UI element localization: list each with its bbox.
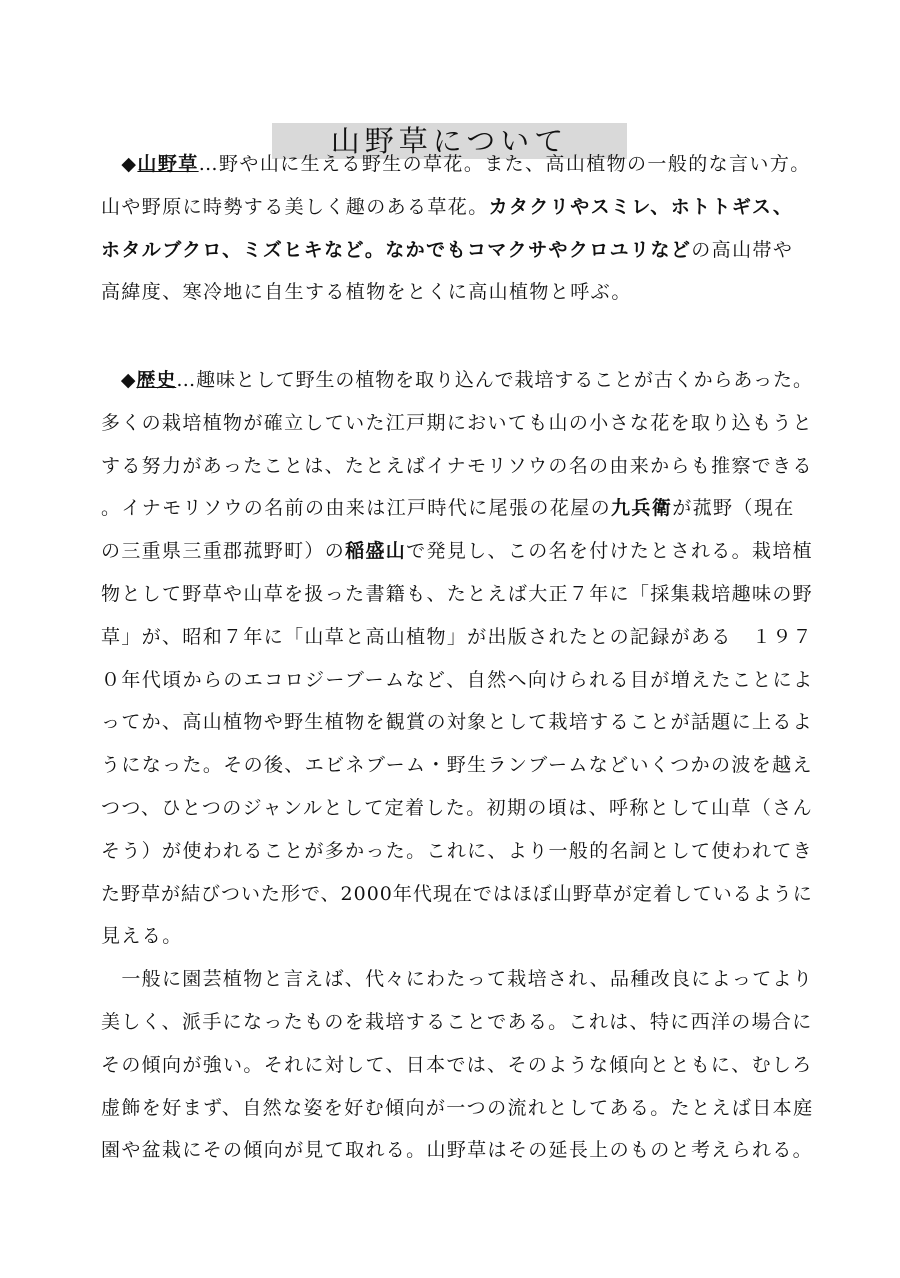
text-run: が菰野（現在 [672,497,795,520]
text-line [101,660,814,700]
text-run: の高山帯や [691,238,794,261]
text-run: 物として野草や山草を扱った書籍も、たとえば大正７年に「採集栽培趣味の野 [101,583,814,605]
text-line [101,360,811,400]
text-line [101,272,811,312]
text-line [101,745,811,785]
text-line [101,959,814,999]
text-run: そう）が使われることが多かった。これに、より一般的名詞として使われてき [101,839,814,862]
text-run: 多くの栽培植物が確立していた江戸期においても山の小さな花を取り込もうと [101,411,814,434]
text-line [101,187,811,227]
text-line [101,788,814,828]
text-line [101,1088,814,1128]
text-run: つつ、ひとつのジャンルとして定着した。初期の頃は、呼称として山草（さん [101,797,814,819]
text-line [101,1002,811,1042]
text-run: ◆ [101,153,138,175]
text-run: た野草が結びついた形で、2000年代現在ではほぼ山野草が定着しているように [101,882,813,905]
text-run: 草」が、昭和７年に「山草と高山植物」が出版されたとの記録がある １９７ [101,625,814,648]
text-line [101,1130,814,1170]
text-run: ０年代頃からのエコロジーブームなど、自然へ向けられる目が増えたことによ [101,668,814,691]
text-run: 山野草 [137,153,199,175]
text-run: 虚飾を好まず、自然な姿を好む傾向が一つの流れとしてある。たとえば日本庭 [101,1096,814,1119]
text-run: 九兵衛 [611,497,673,520]
text-run: ◆ [101,369,137,391]
text-line [101,617,814,657]
text-run: 山や野原に時勢する美しく趣のある草花。 [101,195,489,218]
text-run: 一般に園芸植物と言えば、代々にわたって栽培され、品種改良によってより [101,968,814,991]
text-line [101,488,811,528]
text-run: …野や山に生える野生の草花。また、高山植物の一般的な言い方。 [198,153,811,175]
text-line [101,230,811,270]
text-run: カタクリやスミレ、ホトトギス、 [488,195,794,218]
text-line [101,446,811,486]
text-line [101,403,814,443]
text-line [101,1045,811,1085]
text-run: 。イナモリソウの名前の由来は江戸時代に尾張の花屋の [101,497,612,520]
text-line [101,874,811,914]
text-run: で発見し、この名を付けたとされる。栽培植 [406,540,814,563]
text-run: 歴史 [136,369,177,391]
text-run: ってか、高山植物や野生植物を観賞の対象として栽培することが話題に上るよ [101,711,814,734]
text-run: 稲盛山 [345,540,407,563]
text-line [101,831,814,871]
text-run: 高緯度、寒冷地に自生する植物をとくに高山植物と呼ぶ。 [101,281,632,304]
text-run: ホタルブクロ、ミズヒキなど。なかでもコマクサやクロユリなど [101,238,692,261]
text-run: 美しく、派手になったものを栽培することである。これは、特に西洋の場合に [101,1011,813,1033]
text-run: 園や盆栽にその傾向が見て取れる。山野草はその延長上のものと考えられる。 [101,1139,814,1162]
text-run: の三重県三重郡菰野町）の [101,540,346,563]
text-line [101,916,811,956]
text-line [101,574,814,614]
text-run: うになった。その後、エビネブーム・野生ランブームなどいくつかの波を越え [101,754,813,777]
text-run: …趣味として野生の植物を取り込んで栽培することが古くからあった。 [176,369,813,391]
text-line [101,531,814,571]
text-run: 見える。 [101,925,183,948]
text-line [101,702,814,742]
page-title: 山野草について [272,123,627,159]
text-run: その傾向が強い。それに対して、日本では、そのような傾向とともに、むしろ [101,1053,813,1076]
text-run: する努力があったことは、たとえばイナモリソウの名の由来からも推察できる [101,454,813,477]
text-line [101,144,811,184]
